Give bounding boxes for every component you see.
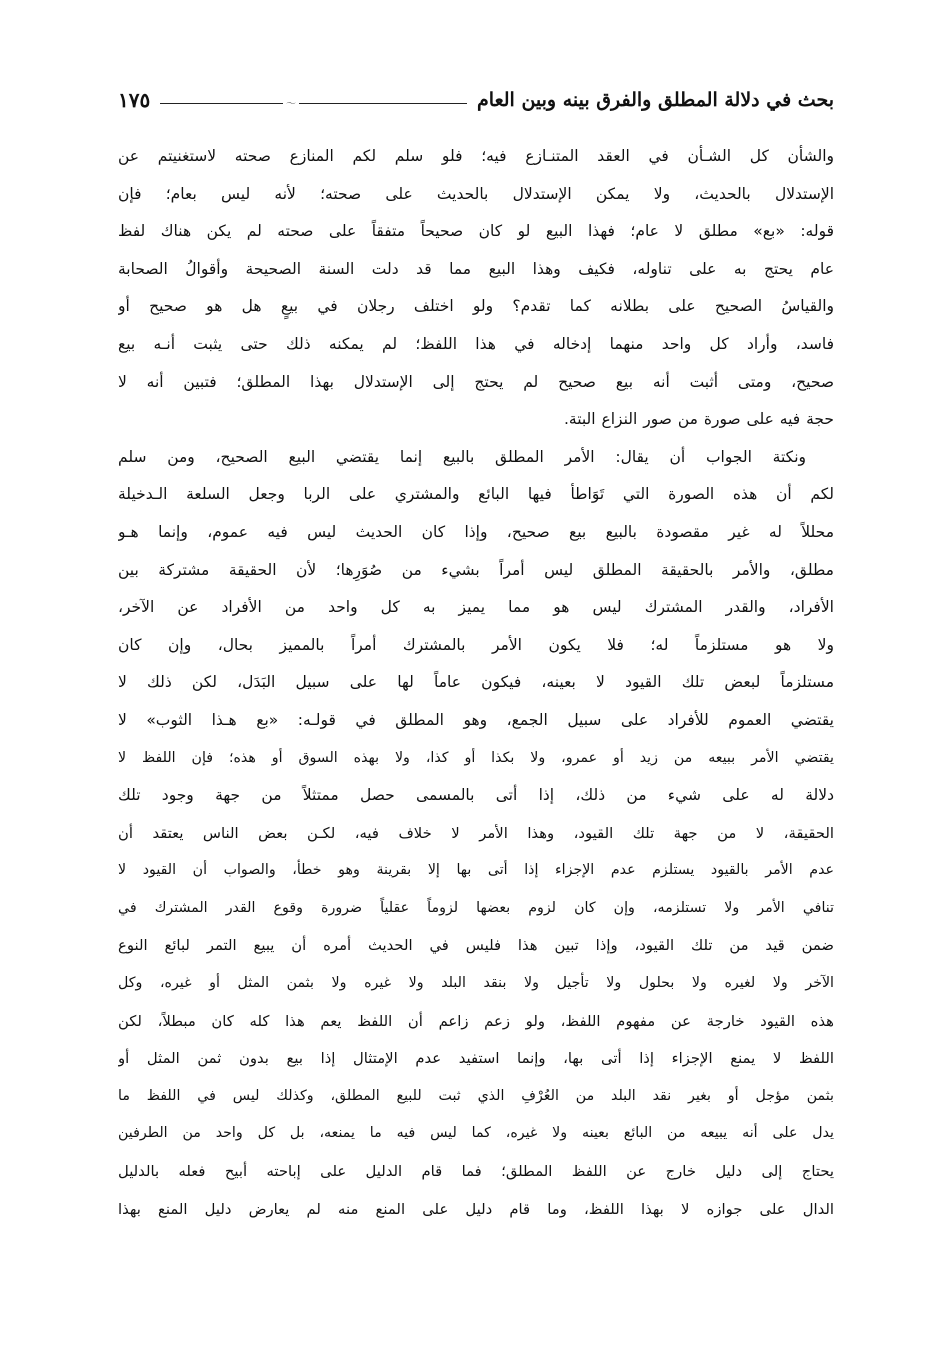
text-line: محللاً له غير مقصودة بالبيع بيع صحيح، وإذا كان الحديث ليس فيه عموم، وإنما هـو <box>118 522 834 541</box>
text-line: بثمن مؤجل أو بغير نقد البلد من العُرْفِ الذي ثبت للبيع المطلق، وكذلك ليس في اللفظ ما <box>118 1087 834 1104</box>
page-number: ١٧٥ <box>118 88 151 112</box>
text-line: والشأن كل الشـأن في العقد المتنـازع فيه؛ فلو سلم لكم المنازع صحته لاستغنيتم عن <box>118 147 834 165</box>
header-title: بحث في دلالة المطلق والفرق بينه وبين العام <box>477 89 834 111</box>
text-line: قوله: «بع» مطلق لا عام؛ فهذا البيع لو كان صحيحاً متفقاً على صحته لم يكن هناك لفظ <box>118 222 834 241</box>
text-line: صحيح، ومتى أثبت أنه بيع صحيح لم يحتج إلى الإستدلال بهذا المطلق؛ فتبين أنه لا <box>118 372 834 391</box>
text-line: اللفظ لا يمنع الإجزاء إذا أتى بها، وإنما استفيد عدم الإمتثال إذا بيع بدون ثمن المثل أو <box>118 1050 834 1068</box>
paragraph-start-line: ونكتة الجواب أن يقال: الأمر المطلق بالبيع إنما يقتضي البيع الصحيح، ومن سلم <box>118 447 806 466</box>
text-line: حجة فيه على صورة من صور النزاع البتة. <box>563 410 834 429</box>
text-line: والقياسُ الصحيح على بطلانه كما تقدم؟ ولو اختلف رجلان في بيعٍ هل هو صحيح أو <box>118 297 834 316</box>
text-line: الحقيقة، لا من جهة تلك القيود، وهذا الأمر لا خلاف فيه، لكـن بعض الناس يعتقد أن <box>118 824 834 842</box>
text-line: يقتضي العموم للأفراد على سبيل الجمع، وهو المطلق في قولـه: «بع هـذا الثوب» لا <box>118 710 834 729</box>
text-line: مستلزماً لبعض تلك القيود لا بعينه، فيكون عاماً لها على سبيل البَدَل، لكن ذلك لا <box>118 673 834 692</box>
text-line: الأفراد، والقدر المشترك ليس هو مما يميز به كل واحد من الأفراد عن الآخر، <box>118 598 834 617</box>
text-line: الآخر ولا لغيره ولا بحلول ولا تأجيل ولا بنقد البلد ولا غيره ولا بثمن المثل أو غيره، وكل <box>118 975 834 992</box>
text-line: هذه القيود خارجة عن مفهوم اللفظ، ولو زعم زاعم أن اللفظ يعم هذا كله كان مبطلاً، لكن <box>118 1012 834 1030</box>
running-header <box>118 80 834 120</box>
text-line: دلالة له على شيء من ذلك، إذا أتى بالمسمى حصل ممتثلاً من جهة وجود تلك <box>118 786 834 805</box>
text-line: ضمن قيد من تلك القيود، وإذا تبين هذا فليس في الحديث أمره أن يبيع التمر لبائع النوع <box>118 937 834 955</box>
text-line: مطلق، والأمر بالحقيقة المطلق ليس أمراً بشيء من صُوَرِها؛ لأن الحقيقة مشتركة بين <box>118 560 834 579</box>
text-line: عدم الأمر بالقيود يستلزم عدم الإجزاء إذا أتى بها إلا بقرينة وهو خطأ، والصواب أن القيود لا <box>118 862 834 879</box>
text-line: تنافي الأمر ولا تستلزمه، وإن كان لزوم بعضها لزوماً عقلياً ضرورة وقوع القدر المشترك في <box>118 899 834 916</box>
text-line: الدال على جوازه لا بهذا اللفظ، وما قام دليل على المنع منه لم يعارض دليل المنع بهذا <box>118 1200 834 1218</box>
text-line: يحتاج إلى دليل خارج عن اللفظ المطلق؛ فما قام الدليل على إباحته أبيح فعله بالدليل <box>118 1163 834 1181</box>
text-line: يقتضي الأمر ببيعه من زيد أو عمرو، ولا بكذا أو كذا، ولا بهذه السوق أو هذه؛ فإن اللفظ لا <box>118 749 834 766</box>
text-line: يدل على أنه يبيعه من البائع بعينه ولا غيره، كما ليس فيه ما يمنعه، بل كل واحد من الطرفين <box>118 1125 834 1142</box>
text-line: ولا هو مستلزماً له؛ فلا يكون الأمر بالمشترك أمراً بالمميز بحال، وإن كان <box>118 635 834 654</box>
text-line: الإستدلال بالحديث، ولا يمكن الإستدلال بالحديث على صحته؛ لأنه ليس بعام؛ فإن <box>118 184 834 203</box>
text-line: عام يحتج به على تناوله، فكيف وهذا البيع مما قد دلت السنة الصحيحة وأقوالُ الصحابة <box>118 259 834 278</box>
text-line: لكم أن هذه الصورة التي تَوَاطأ فيها البائع والمشتري على الربا وجعل السلعة الـدخيلة <box>118 485 834 504</box>
text-line: فاسد، وأراد كل واحد منهما إدخاله في هذا اللفظ؛ لم يمكنه ذلك حتى يثبت أنـه بيع <box>118 334 834 353</box>
header-rule <box>160 98 467 110</box>
header-ornament-icon: 〜 <box>283 95 299 110</box>
body-text <box>118 138 834 1228</box>
